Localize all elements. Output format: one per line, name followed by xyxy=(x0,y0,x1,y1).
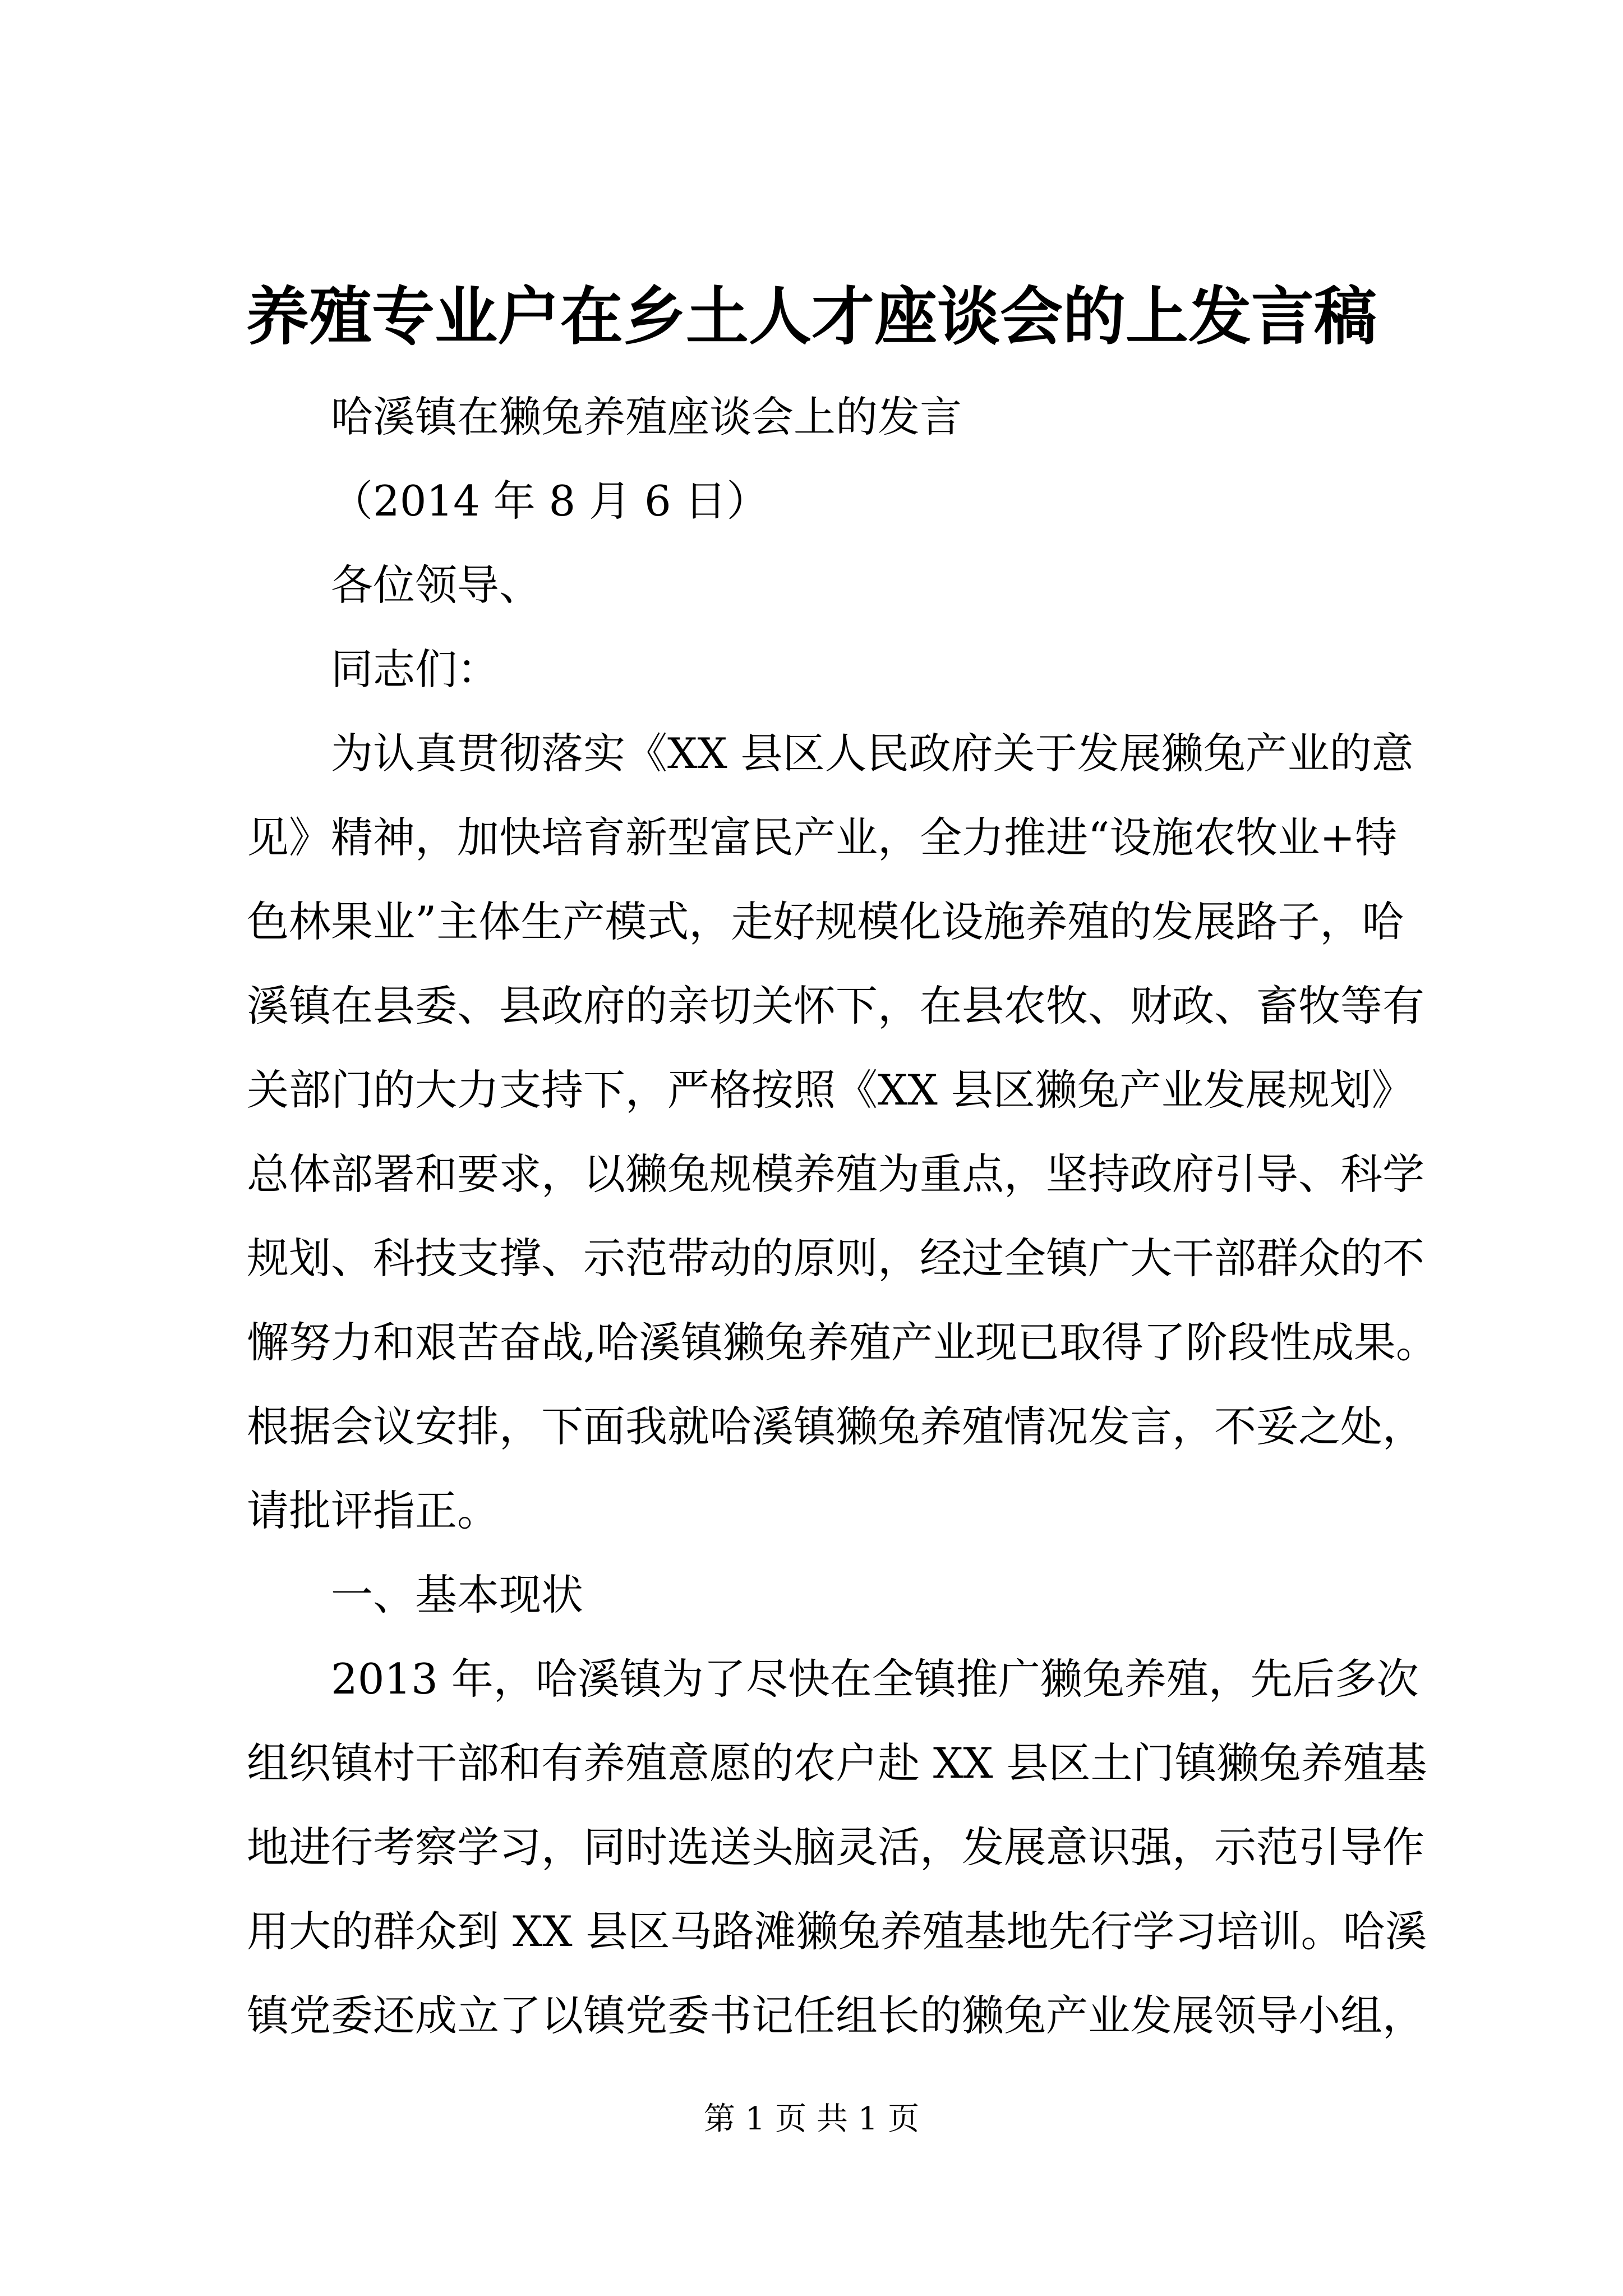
text-line: 地进行考察学习，同时选送头脑灵活，发展意识强，示范引导作 xyxy=(247,1823,1425,1872)
text-line: 溪镇在县委、县政府的亲切关怀下，在县农牧、财政、畜牧等有 xyxy=(247,981,1425,1030)
text-line: 总体部署和要求，以獭兔规模养殖为重点，坚持政府引导、科学 xyxy=(247,1149,1425,1199)
text-line: 同志们： xyxy=(331,645,500,694)
document-body xyxy=(247,375,1438,2058)
text-line: 一、基本现状 xyxy=(331,1570,584,1619)
text-line: 根据会议安排，下面我就哈溪镇獭兔养殖情况发言，不妥之处， xyxy=(247,1402,1425,1451)
text-line: 规划、科技支撑、示范带动的原则，经过全镇广大干部群众的不 xyxy=(247,1234,1425,1283)
text-line: 用大的群众到 XX 县区马路滩獭兔养殖基地先行学习培训。哈溪 xyxy=(247,1907,1427,1956)
text-line: 镇党委还成立了以镇党委书记任组长的獭兔产业发展领导小组， xyxy=(247,1991,1425,2040)
text-line: 哈溪镇在獭兔养殖座谈会上的发言 xyxy=(331,392,962,441)
document-title: 养殖专业户在乡土人才座谈会的上发言稿 xyxy=(246,280,1377,353)
text-line: 2013 年，哈溪镇为了尽快在全镇推广獭兔养殖，先后多次 xyxy=(331,1654,1419,1704)
text-line: （2014 年 8 月 6 日） xyxy=(331,476,769,526)
text-line: 关部门的大力支持下，严格按照《XX 县区獭兔产业发展规划》 xyxy=(247,1065,1414,1115)
text-line: 见》精神，加快培育新型富民产业，全力推进“设施农牧业+特 xyxy=(247,813,1398,862)
page-footer: 第 1 页 共 1 页 xyxy=(703,2101,920,2137)
text-line: 组织镇村干部和有养殖意愿的农户赴 XX 县区土门镇獭兔养殖基 xyxy=(247,1738,1427,1788)
text-line: 请批评指正。 xyxy=(247,1486,500,1535)
text-line: 各位领导、 xyxy=(331,560,542,610)
text-line: 懈努力和艰苦奋战,哈溪镇獭兔养殖产业现已取得了阶段性成果。 xyxy=(247,1318,1438,1367)
text-line: 色林果业”主体生产模式，走好规模化设施养殖的发展路子，哈 xyxy=(247,897,1404,946)
text-line: 为认真贯彻落实《XX 县区人民政府关于发展獭兔产业的意 xyxy=(331,729,1414,778)
